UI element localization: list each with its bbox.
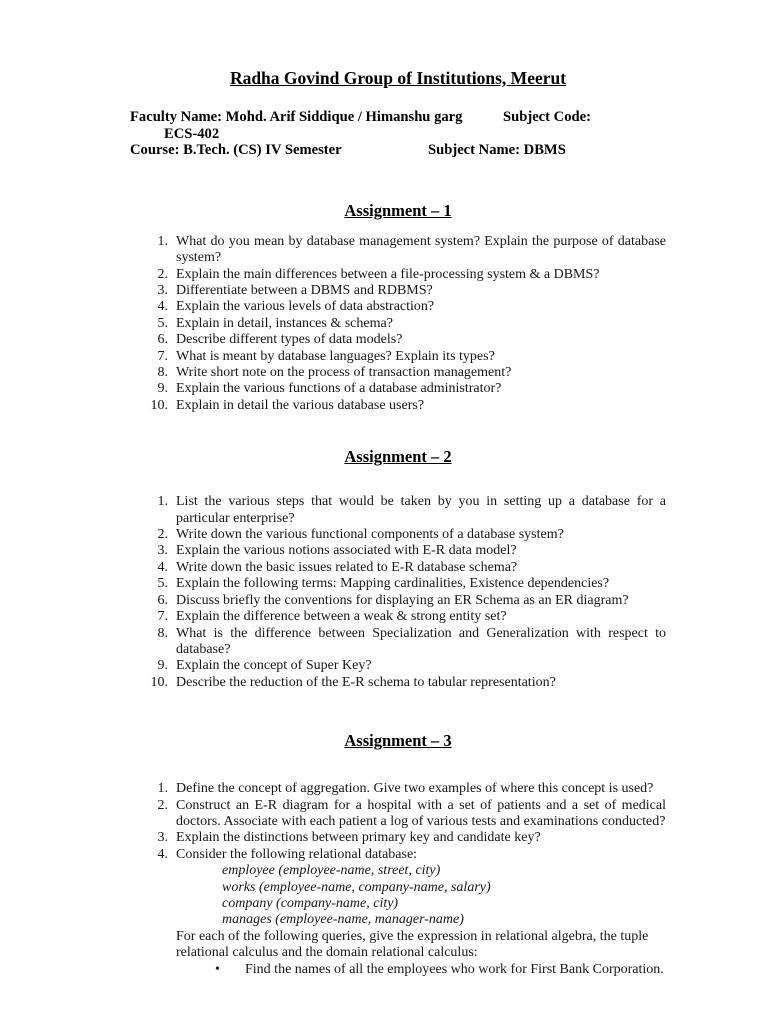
- subject-code-label: Subject Code:: [503, 109, 591, 125]
- question-item: Explain the distinctions between primary key and candidate key?: [176, 830, 541, 846]
- faculty-name-text: Faculty Name: Mohd. Arif Siddique / Himanshu garg: [130, 109, 463, 125]
- question-item: Explain the following terms: Mapping cardinalities, Existence dependencies?: [176, 576, 610, 592]
- relation-schema-lines: [222, 863, 666, 929]
- question-item: Explain in detail the various database users?: [176, 397, 425, 413]
- question-item: Write short note on the process of transaction management?: [176, 365, 512, 381]
- page-title: Radha Govind Group of Institutions, Meerut: [229, 68, 567, 88]
- question-item: Consider the following relational database:: [176, 846, 418, 862]
- assignment-2-section: [130, 447, 666, 691]
- question-item: Describe the reduction of the E-R schema to tabular representation?: [176, 674, 556, 690]
- question-item: Discuss briefly the conventions for displaying an ER Schema as an ER diagram?: [176, 592, 629, 608]
- relation-line: manages (employee-name, manager-name): [222, 912, 464, 928]
- question-item: Describe different types of data models?: [176, 332, 403, 348]
- question-item: Write down the basic issues related to E-R database schema?: [176, 559, 518, 575]
- assignment-2-heading: Assignment – 2: [344, 447, 452, 467]
- course-info-block: [130, 109, 666, 159]
- faculty-subject-row: [130, 109, 666, 126]
- question-item: Write down the various functional components of a database system?: [176, 527, 564, 543]
- question-item: Explain the main differences between a file-processing system & a DBMS?: [176, 266, 600, 282]
- question-item: Explain the difference between a weak & strong entity set?: [176, 609, 507, 625]
- assignment-3-heading: Assignment – 3: [344, 731, 452, 751]
- question-item: Define the concept of aggregation. Give two examples of where this concept is used?: [176, 781, 654, 797]
- query-intro-text: For each of the following queries, give the expression in relational algebra, the tuple relational calculus and the domain relational calculus:: [176, 928, 649, 961]
- question-item: What is the difference between Specialization and Generalization with respect to database?: [176, 625, 666, 657]
- question-item: Explain the various functions of a database administrator?: [176, 381, 502, 397]
- course-subject-row: [130, 142, 666, 159]
- relation-line: works (employee-name, company-name, salary): [222, 879, 491, 895]
- assignment-3-section: [130, 731, 666, 978]
- subject-code-value: ECS-402: [164, 125, 220, 142]
- question-item: Construct an E-R diagram for a hospital with a set of patients and a set of medical doctors. Associate with each patient a log of various tests and examinations conducted?: [176, 797, 666, 829]
- assignment-2-question-list: [130, 494, 666, 691]
- subject-name-text: Subject Name: DBMS: [428, 142, 566, 159]
- question-item: What do you mean by database management system? Explain the purpose of database system?: [176, 233, 666, 266]
- question-item: Explain the various levels of data abstraction?: [176, 299, 435, 315]
- relation-line: employee (employee-name, street, city): [222, 863, 441, 879]
- question-item: List the various steps that would be taken by you in setting up a database for a particular enterprise?: [176, 494, 666, 526]
- question-item: Explain the concept of Super Key?: [176, 658, 372, 674]
- assignment-1-heading: Assignment – 1: [344, 200, 452, 220]
- assignment-1-question-list: [130, 234, 666, 414]
- query-bullet-list: [130, 962, 666, 978]
- assignment-3-question-list: [130, 781, 666, 863]
- relation-line: company (company-name, city): [222, 895, 399, 911]
- assignment-1-section: [130, 201, 666, 414]
- query-bullet-item: • Find the names of all the employees who work for First Bank Corporation.: [130, 962, 666, 978]
- question-item: Differentiate between a DBMS and RDBMS?: [176, 283, 433, 298]
- question-item: What is meant by database languages? Explain its types?: [176, 348, 495, 364]
- relational-database-block: [130, 863, 666, 978]
- question-item: Explain the various notions associated with E-R data model?: [176, 543, 517, 559]
- course-text: Course: B.Tech. (CS) IV Semester: [130, 142, 342, 159]
- question-item: Explain in detail, instances & schema?: [176, 315, 393, 331]
